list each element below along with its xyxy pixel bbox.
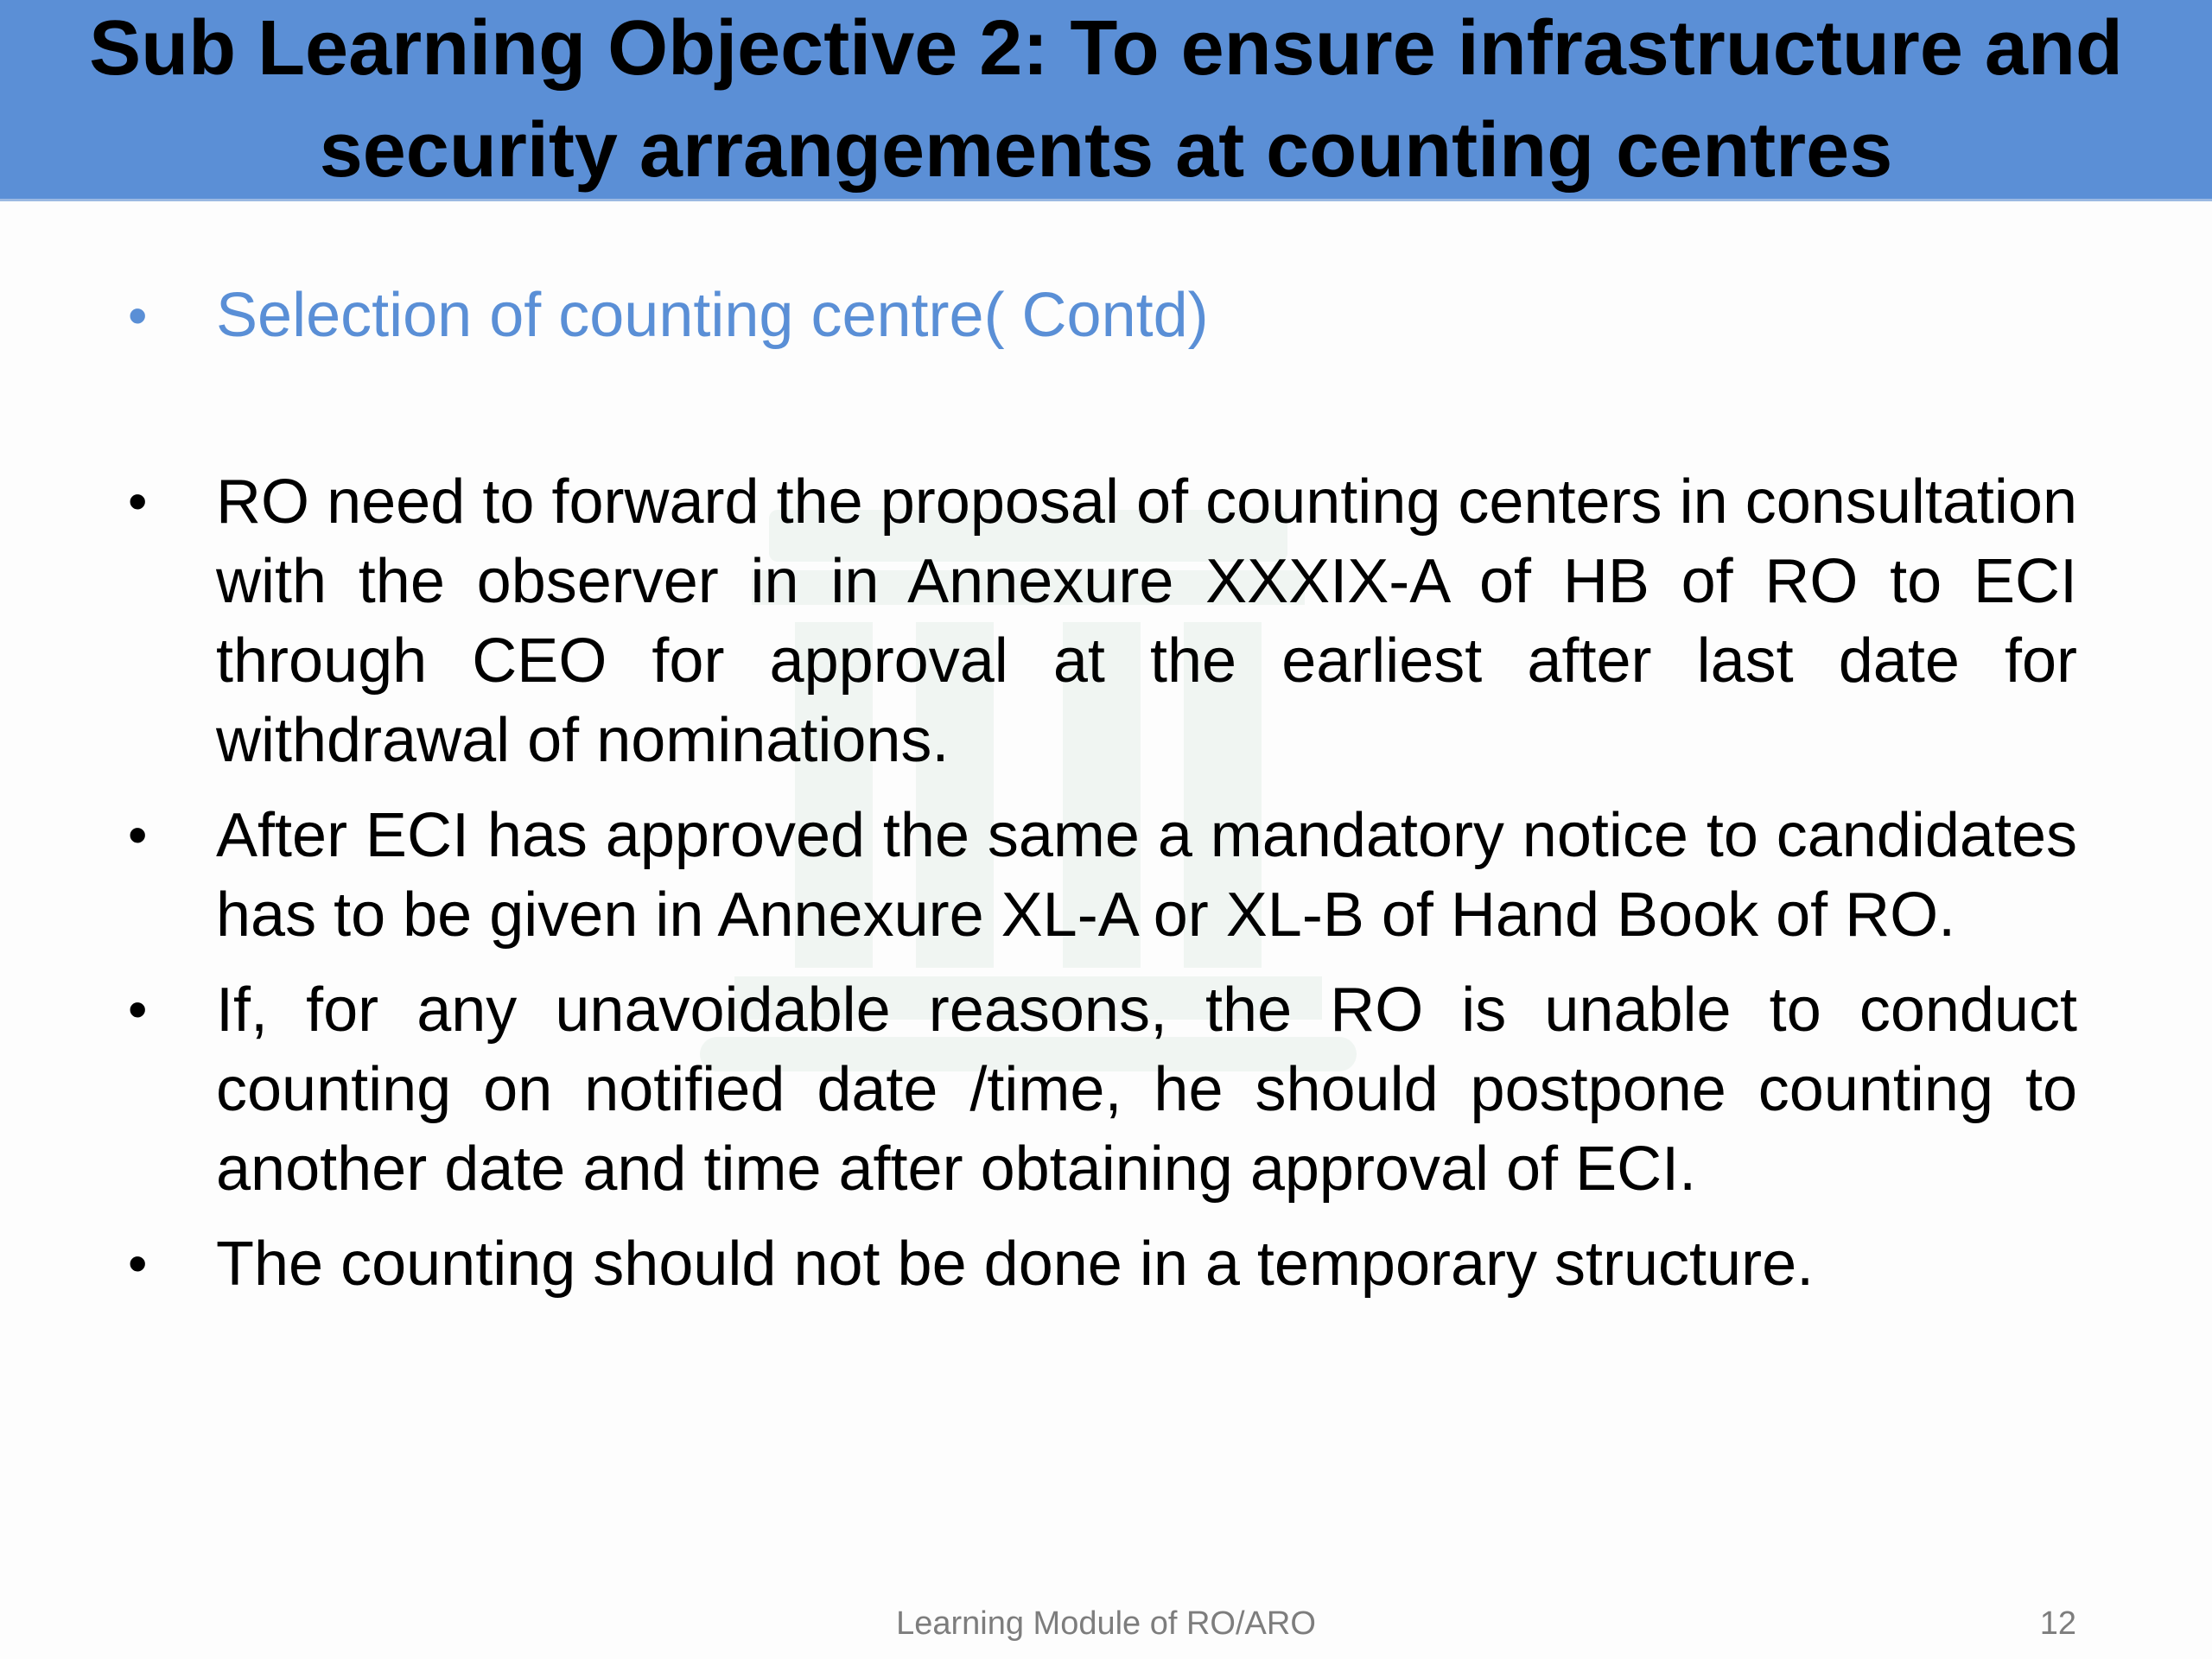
subheading-item bbox=[128, 276, 2077, 354]
bullet-list bbox=[128, 462, 2077, 1304]
bullet-text: If, for any unavoidable reasons, the RO is unable to conduct counting on notified date /time, he should postpone counting to another date and time after obtaining approval of ECI. bbox=[216, 976, 2077, 1204]
bullet-icon: • bbox=[128, 284, 148, 346]
bullet-item bbox=[128, 1224, 2077, 1304]
bullet-item bbox=[128, 796, 2077, 955]
footer-text: Learning Module of RO/ARO bbox=[896, 1605, 1316, 1642]
subheading-text: Selection of counting centre( Contd) bbox=[216, 281, 1209, 350]
slide-title: Sub Learning Objective 2: To ensure infrastructure and security arrangements at counting centres bbox=[89, 5, 2123, 194]
bullet-item bbox=[128, 970, 2077, 1209]
bullet-text: RO need to forward the proposal of counting centers in consultation with the observer in in Annexure XXXIX-A of HB of RO to ECI through CEO for approval at the earliest after last date for withdrawal of nominations. bbox=[216, 467, 2077, 775]
bullet-text: After ECI has approved the same a mandatory notice to candidates has to be given in Annexure XL-A or XL-B of Hand Book of RO. bbox=[216, 801, 2077, 950]
bullet-icon: • bbox=[128, 1232, 148, 1294]
bullet-icon: • bbox=[128, 978, 148, 1040]
bullet-icon: • bbox=[128, 470, 148, 532]
bullet-icon: • bbox=[128, 804, 148, 866]
slide-content bbox=[128, 276, 2077, 1319]
bullet-item bbox=[128, 462, 2077, 780]
title-band bbox=[0, 0, 2212, 201]
bullet-text: The counting should not be done in a temporary structure. bbox=[216, 1230, 1815, 1299]
page-number: 12 bbox=[2039, 1605, 2076, 1642]
